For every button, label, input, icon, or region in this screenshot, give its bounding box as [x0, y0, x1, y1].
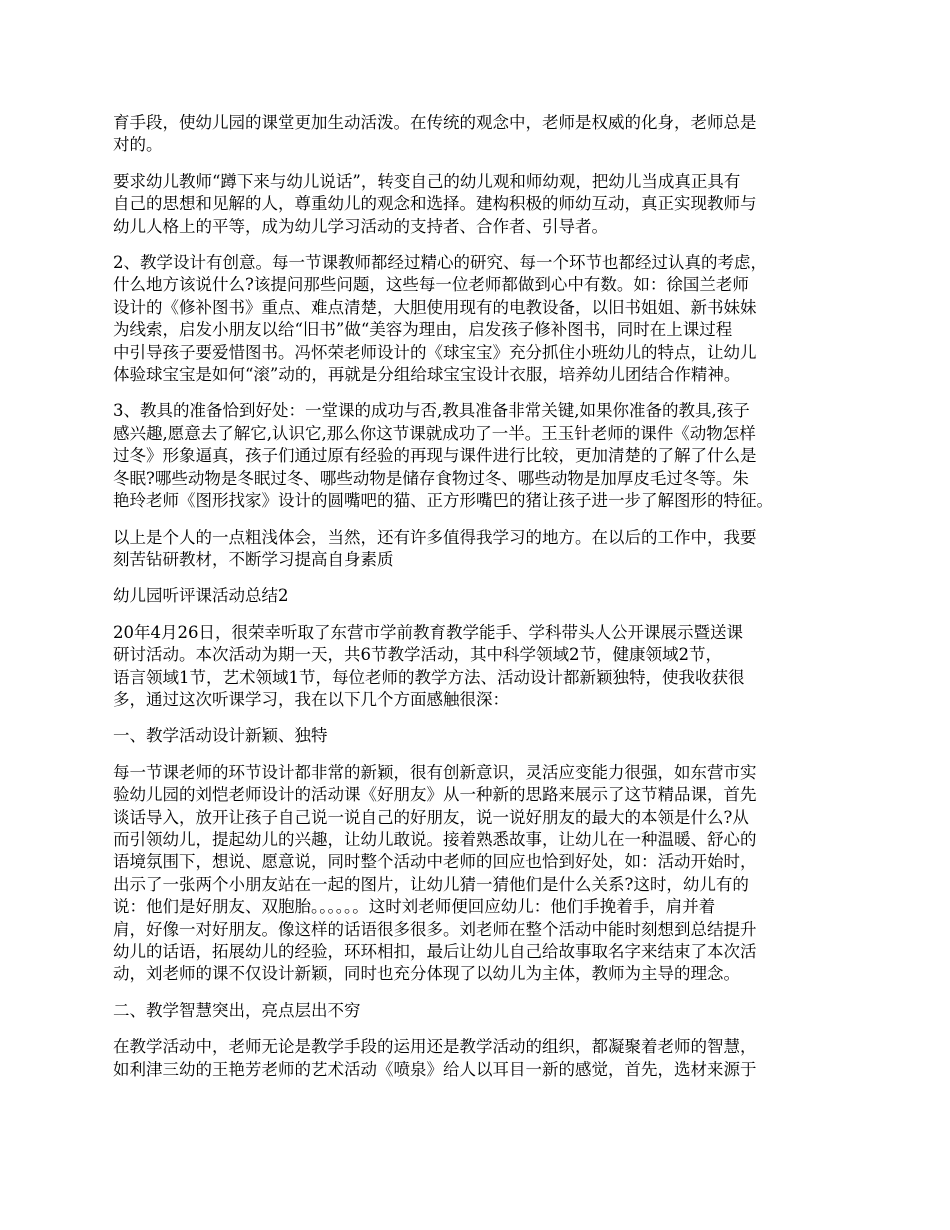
paragraph — [113, 762, 851, 986]
text-line: 20年4月26日，很荣幸听取了东营市学前教育教学能手、学科带头人公开课展示暨送课 — [113, 622, 743, 642]
text-line: 设计的《修补图书》重点、难点清楚，大胆使用现有的电教设备，以旧书姐姐、新书妹妹 — [113, 297, 757, 317]
text-line: 刻苦钻研教材，不断学习提高自身素质 — [113, 549, 394, 569]
text-line: 如利津三幼的王艳芳老师的艺术活动《喷泉》给人以耳目一新的感觉，首先，选材来源于 — [113, 1059, 757, 1079]
text-line: 3、教具的准备恰到好处：一堂课的成功与否,教具准备非常关键,如果你准备的教具,孩子 — [113, 401, 750, 421]
text-line: 中引导孩子要爱惜图书。冯怀荣老师设计的《球宝宝》充分抓住小班幼儿的特点，让幼儿 — [113, 342, 757, 362]
text-line: 艳玲老师《图形找家》设计的圆嘴吧的猫、正方形嘴巴的猪让孩子进一步了解图形的特征。 — [113, 491, 773, 511]
text-line: 要求幼儿教师“蹲下来与幼儿说话”，转变自己的幼儿观和师幼观，把幼儿当成真正具有 — [113, 171, 741, 191]
text-line: 在教学活动中，老师无论是教学手段的运用还是教学活动的组织，都凝聚着老师的智慧， — [113, 1037, 757, 1057]
text-line: 谈话导入，放开让孩子自己说一说自己的好朋友，说一说好朋友的最大的本领是什么?从 — [113, 807, 749, 827]
text-line: 肩，好像一对好朋友。像这样的话语很多很多。刘老师在整个活动中能时刻想到总结提升 — [113, 919, 757, 939]
text-line: 幼儿人格上的平等，成为幼儿学习活动的支持者、合作者、引导者。 — [113, 216, 608, 236]
text-line: 幼儿园听评课活动总结2 — [113, 586, 289, 606]
text-line: 语言领域1节，艺术领域1节，每位老师的教学方法、活动设计都新颖独特，使我收获很 — [113, 667, 745, 687]
paragraph — [113, 171, 851, 238]
text-line: 二、教学智慧突出，亮点层出不穷 — [113, 1000, 361, 1020]
paragraph — [113, 112, 851, 157]
text-line: 多，通过这次听课学习，我在以下几个方面感触很深： — [113, 689, 509, 709]
text-line: 什么地方该说什么?该提问那些问题，这些每一位老师都做到心中有数。如：徐国兰老师 — [113, 275, 749, 295]
text-line: 而引领幼儿，提起幼儿的兴趣，让幼儿敢说。接着熟悉故事，让幼儿在一种温暖、舒心的 — [113, 829, 757, 849]
text-line: 语境氛围下，想说、愿意说，同时整个活动中老师的回应也恰到好处，如：活动开始时， — [113, 852, 757, 872]
text-line: 过冬》形象逼真，孩子们通过原有经验的再现与课件进行比较，更加清楚的了解了什么是 — [113, 446, 757, 466]
text-line: 研讨活动。本次活动为期一天，共6节教学活动，其中科学领域2节，健康领域2节， — [113, 645, 722, 665]
text-line: 自己的思想和见解的人，尊重幼儿的观念和选择。建构积极的师幼互动，真正实现教师与 — [113, 194, 757, 214]
text-line: 说：他们是好朋友、双胞胎。。。。。。这时刘老师便回应幼儿：他们手挽着手，肩并着 — [113, 897, 716, 917]
text-line: 出示了一张两个小朋友站在一起的图片，让幼儿猜一猜他们是什么关系?这时，幼儿有的 — [113, 874, 749, 894]
paragraph — [113, 1036, 851, 1081]
paragraph — [113, 725, 851, 747]
paragraph — [113, 527, 851, 572]
paragraph — [113, 252, 851, 386]
paragraph — [113, 622, 851, 712]
text-line: 对的。 — [113, 135, 163, 155]
text-line: 幼儿的话语，拓展幼儿的经验，环环相扣，最后让幼儿自己给故事取名字来结束了本次活 — [113, 942, 757, 961]
text-line: 育手段，使幼儿园的课堂更加生动活泼。在传统的观念中，老师是权威的化身，老师总是 — [113, 113, 757, 132]
text-line: 体验球宝宝是如何“滚”动的，再就是分组给球宝宝设计衣服，培养幼儿团结合作精神。 — [113, 365, 741, 385]
text-line: 验幼儿园的刘恺老师设计的活动课《好朋友》从一种新的思路来展示了这节精品课，首先 — [113, 785, 757, 805]
paragraph — [113, 400, 851, 512]
paragraph — [113, 585, 851, 607]
text-line: 冬眠?哪些动物是冬眠过冬、哪些动物是储存食物过冬、哪些动物是加厚皮毛过冬等。朱 — [113, 468, 749, 488]
paragraph — [113, 1000, 851, 1022]
document-page — [113, 112, 851, 1095]
text-line: 一、教学活动设计新颖、独特 — [113, 726, 328, 746]
text-line: 每一节课老师的环节设计都非常的新颖，很有创新意识，灵活应变能力很强，如东营市实 — [113, 762, 757, 782]
text-line: 为线索，启发小朋友以给“旧书”做“美容为理由，启发孩子修补图书，同时在上课过程 — [113, 320, 733, 340]
text-line: 感兴趣,愿意去了解它,认识它,那么你这节课就成功了一半。王玉针老师的课件《动物怎样 — [113, 423, 756, 443]
text-line: 2、教学设计有创意。每一节课教师都经过精心的研究、每一个环节也都经过认真的考虑， — [113, 253, 767, 273]
text-line: 动，刘老师的课不仅设计新颖，同时也充分体现了以幼儿为主体，教师为主导的理念。 — [113, 964, 740, 984]
text-line: 以上是个人的一点粗浅体会，当然，还有许多值得我学习的地方。在以后的工作中，我要 — [113, 527, 757, 547]
